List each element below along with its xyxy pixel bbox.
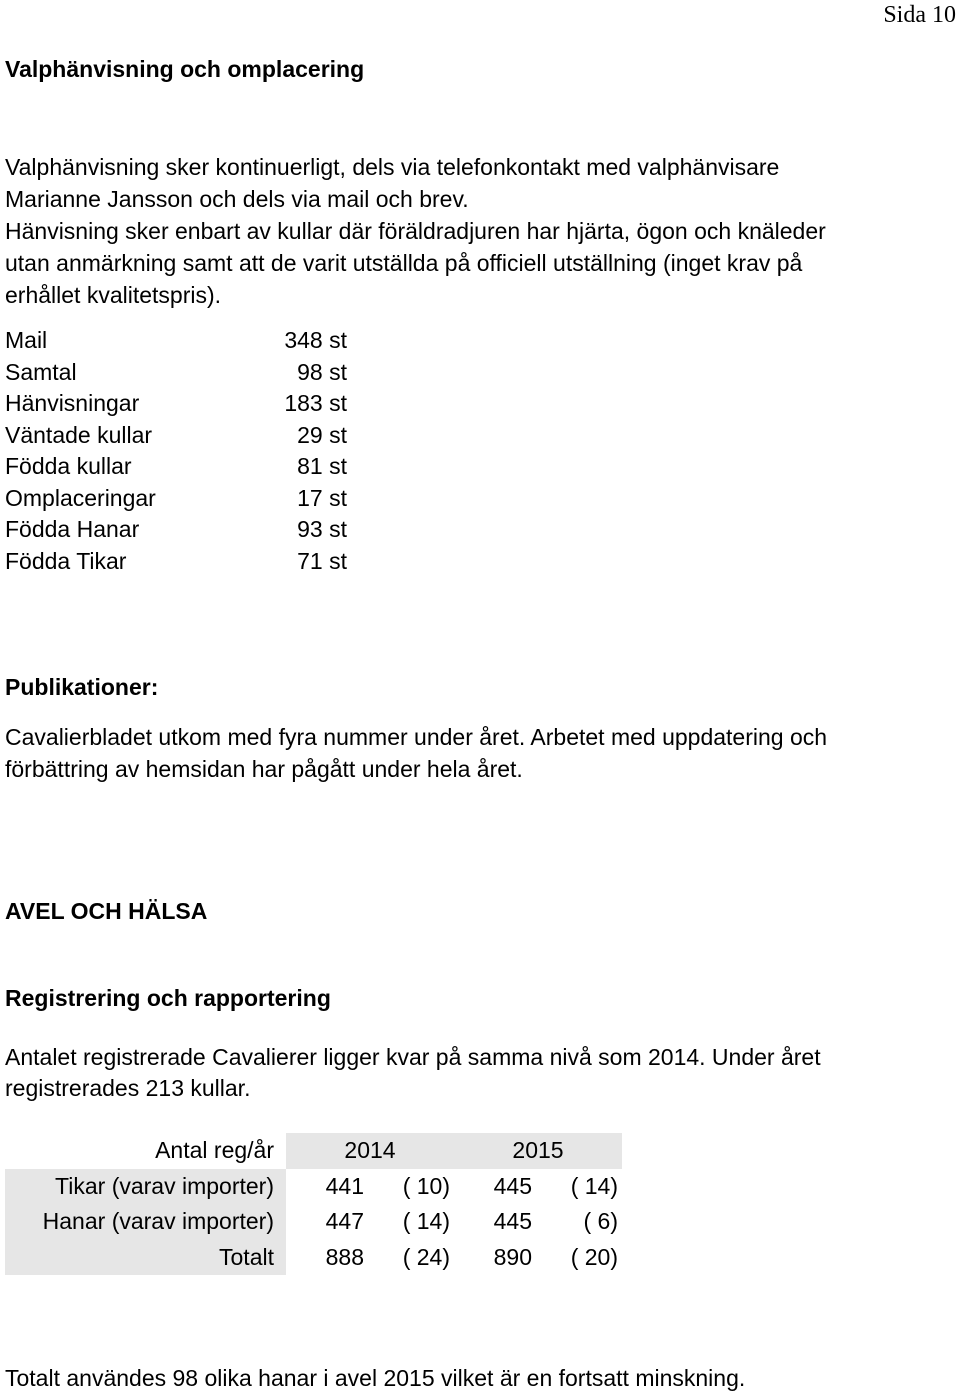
- registrering-paragraph: [5, 1042, 957, 1104]
- cell-imports: ( 10): [402, 1172, 450, 1199]
- registration-table: [5, 1133, 622, 1275]
- stat-value: 29 st: [297, 421, 347, 448]
- cell-imports: ( 20): [570, 1243, 618, 1270]
- header-year-2015: 2015: [454, 1133, 622, 1169]
- publikationer-paragraph: [5, 721, 827, 785]
- cell-imports: ( 14): [570, 1172, 618, 1199]
- section-title-valphanvisning: Valphänvisning och omplacering: [5, 56, 365, 82]
- cell-value: 445: [493, 1172, 532, 1199]
- paragraph-line: Hänvisning sker enbart av kullar där föräldradjuren har hjärta, ögon och knäleder: [5, 218, 826, 244]
- paragraph-line: utan anmärkning samt att de varit utställda på officiell utställning (inget krav på: [5, 250, 803, 276]
- stat-label: Födda Tikar: [5, 547, 127, 574]
- row-label: Hanar (varav importer): [5, 1204, 286, 1240]
- stat-value: 183 st: [284, 390, 347, 416]
- stat-label: Födda kullar: [5, 453, 132, 479]
- section-title-publikationer: Publikationer:: [5, 674, 159, 700]
- cell-imports: ( 24): [402, 1243, 450, 1270]
- stat-value: 81 st: [297, 453, 347, 479]
- cell-value: 890: [493, 1243, 532, 1270]
- paragraph-line: registrerades 213 kullar.: [5, 1075, 251, 1101]
- stat-value: 71 st: [297, 547, 347, 574]
- row-label: Totalt: [5, 1240, 286, 1276]
- section-subtitle-registrering: Registrering och rapportering: [5, 985, 331, 1011]
- paragraph-line: förbättring av hemsidan har pågått under hela året.: [5, 756, 523, 782]
- table-header-row: [5, 1133, 622, 1169]
- cell-value: 888: [325, 1243, 364, 1270]
- row-label: Tikar (varav importer): [5, 1169, 286, 1205]
- table-row: [5, 1204, 622, 1240]
- stat-label: Samtal: [5, 358, 77, 385]
- stat-label: Mail: [5, 327, 48, 353]
- paragraph-line: Valphänvisning sker kontinuerligt, dels via telefonkontakt med valphänvisare: [5, 154, 780, 180]
- stat-value: 17 st: [297, 484, 347, 511]
- paragraph-line: Antalet registrerade Cavalierer ligger kvar på samma nivå som 2014. Under året: [5, 1044, 821, 1070]
- paragraph-line: erhållet kvalitetspris).: [5, 282, 222, 308]
- header-year-2014: 2014: [286, 1133, 454, 1169]
- page-number: Sida 10: [883, 2, 956, 28]
- stat-label: Väntade kullar: [5, 421, 153, 448]
- table-row: [5, 1240, 622, 1276]
- stat-label: Födda Hanar: [5, 516, 140, 542]
- cell-value: 447: [325, 1208, 364, 1235]
- valphanvisning-paragraph: [5, 151, 826, 311]
- cell-imports: ( 14): [402, 1208, 450, 1235]
- stat-label: Hänvisningar: [5, 390, 140, 416]
- cell-value: 445: [493, 1208, 532, 1235]
- stat-value: 93 st: [297, 516, 347, 542]
- paragraph-line: Cavalierbladet utkom med fyra nummer under året. Arbetet med uppdatering och: [5, 724, 828, 750]
- cell-imports: ( 6): [583, 1208, 618, 1235]
- stat-value: 98 st: [297, 358, 347, 385]
- stat-value: 348 st: [284, 327, 347, 353]
- cell-value: 441: [325, 1172, 364, 1199]
- header-label: Antal reg/år: [155, 1137, 274, 1164]
- closing-sentence: Totalt användes 98 olika hanar i avel 2015 vilket är en fortsatt minskning.: [5, 1365, 746, 1391]
- table-row: [5, 1169, 622, 1205]
- paragraph-line: Marianne Jansson och dels via mail och brev.: [5, 186, 469, 212]
- section-title-avel: AVEL OCH HÄLSA: [5, 898, 208, 924]
- stat-label: Omplaceringar: [5, 484, 156, 511]
